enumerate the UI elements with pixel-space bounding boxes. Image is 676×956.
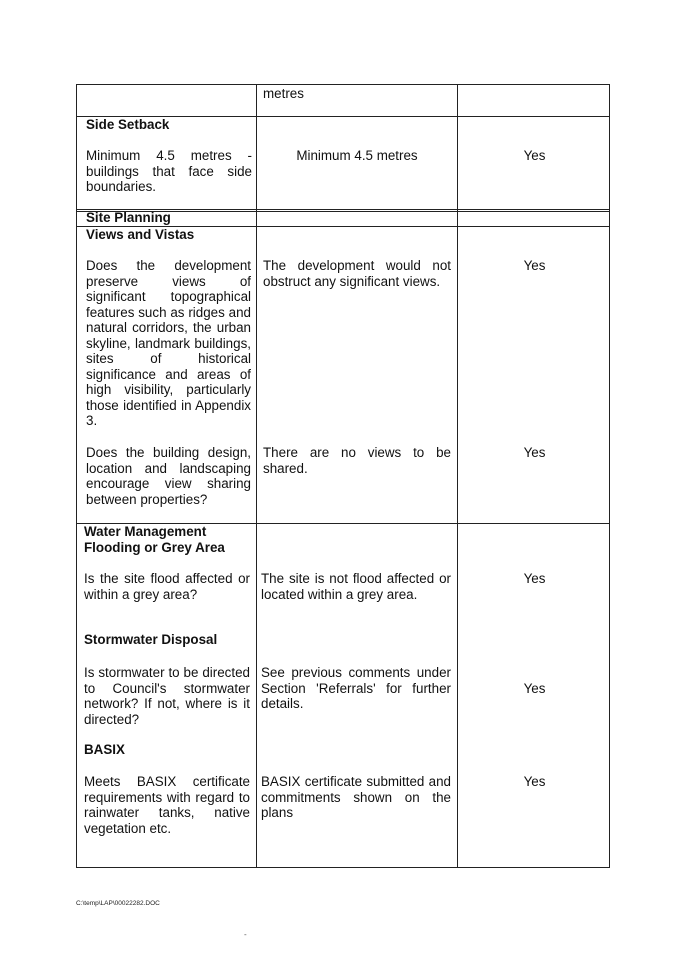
- flooding-heading: Flooding or Grey Area: [84, 540, 225, 555]
- continued-cell: metres: [263, 86, 304, 101]
- water-management-heading: Water Management: [84, 524, 207, 539]
- views-answer-1: The development would not obstruct any significant views.: [263, 258, 451, 289]
- basix-heading: BASIX: [84, 742, 125, 757]
- views-vistas-heading: Views and Vistas: [86, 227, 195, 242]
- footer-file-path: C:\temp\LAP\00022282.DOC: [76, 900, 160, 907]
- views-question-1: Does the development preserve views of significant topographical features such as ridges and natural corridors, the urban skyline, landmark buildings, sites of historical significance and areas of high visibility, particularly those identified in Appendix 3.: [86, 258, 251, 428]
- side-setback-proposal: Minimum 4.5 metres: [296, 148, 418, 163]
- flood-answer: The site is not flood affected or located within a grey area.: [261, 571, 451, 602]
- basix-question: Meets BASIX certificate requirements with regard to rainwater tanks, native vegetation etc.: [84, 774, 250, 836]
- views-question-2: Does the building design, location and landscaping encourage view sharing between properties?: [86, 445, 251, 507]
- views-complies-1: Yes: [523, 258, 546, 273]
- side-setback-requirement: Minimum 4.5 metres - buildings that face side boundaries.: [86, 148, 252, 194]
- stormwater-heading: Stormwater Disposal: [84, 632, 218, 647]
- flood-complies: Yes: [523, 571, 546, 586]
- stormwater-complies: Yes: [523, 681, 546, 696]
- site-planning-heading: Site Planning: [86, 210, 171, 225]
- side-setback-complies: Yes: [523, 148, 546, 163]
- views-complies-2: Yes: [523, 445, 546, 460]
- side-setback-heading: Side Setback: [86, 117, 170, 132]
- stormwater-question: Is stormwater to be directed to Council's stormwater network? If not, where is it directed?: [84, 665, 250, 727]
- footer-mark: -: [244, 930, 247, 939]
- basix-complies: Yes: [523, 774, 546, 789]
- column-divider-1: [256, 85, 257, 867]
- views-answer-2: There are no views to be shared.: [263, 445, 451, 476]
- compliance-table: [76, 84, 610, 868]
- stormwater-answer: See previous comments under Section 'Referrals' for further details.: [261, 665, 451, 711]
- column-divider-2: [457, 85, 458, 867]
- basix-answer: BASIX certificate submitted and commitments shown on the plans: [261, 774, 451, 820]
- flood-question: Is the site flood affected or within a grey area?: [84, 571, 250, 602]
